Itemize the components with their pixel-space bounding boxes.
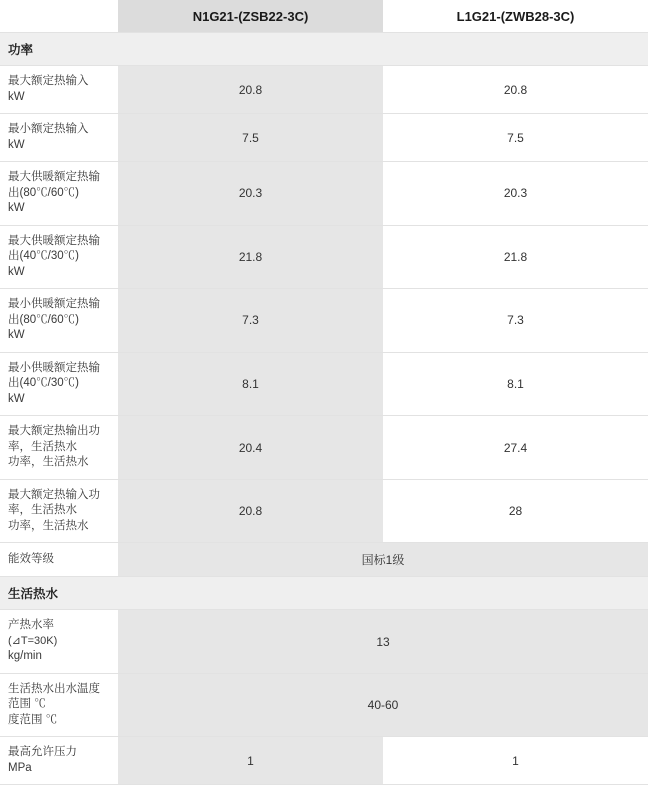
row-value-a: 1 (118, 737, 383, 785)
row-label: 最大额定热输出功率，生活热水 功率，生活热水 (0, 416, 118, 480)
row-label: 最小供暖额定热输出(80℃/60℃) kW (0, 289, 118, 353)
table-row (0, 673, 648, 737)
row-value-b: 1 (383, 737, 648, 785)
header-cell-empty (0, 0, 118, 33)
table-row (0, 289, 648, 353)
header-cell-model-b: L1G21-(ZWB28-3C) (383, 0, 648, 33)
row-label: 最大供暖额定热输出(80℃/60℃) kW (0, 162, 118, 226)
table-row (0, 610, 648, 674)
row-value-span: 13 (118, 610, 648, 674)
row-value-a: 7.5 (118, 114, 383, 162)
header-cell-model-a: N1G21-(ZSB22-3C) (118, 0, 383, 33)
table-body (0, 33, 648, 785)
row-value-a: 21.8 (118, 225, 383, 289)
row-value-a: 7.3 (118, 289, 383, 353)
row-label: 生活热水出水温度范围 ℃ 度范围 ℃ (0, 673, 118, 737)
section-header-dhw (0, 577, 648, 610)
row-label: 最大额定热输入 kW (0, 66, 118, 114)
row-value-b: 27.4 (383, 416, 648, 480)
row-label: 最小供暖额定热输出(40℃/30℃) kW (0, 352, 118, 416)
row-value-a: 20.3 (118, 162, 383, 226)
table-row (0, 225, 648, 289)
row-label: 能效等级 (0, 543, 118, 577)
row-value-span: 国标1级 (118, 543, 648, 577)
row-label: 最高允许压力 MPa (0, 737, 118, 785)
table-row (0, 66, 648, 114)
table-row (0, 737, 648, 785)
table-row (0, 114, 648, 162)
table-row (0, 543, 648, 577)
row-label: 产热水率 (⊿T=30K) kg/min (0, 610, 118, 674)
row-label: 最大额定热输入功率，生活热水 功率，生活热水 (0, 479, 118, 543)
row-label: 最小额定热输入 kW (0, 114, 118, 162)
table-row (0, 479, 648, 543)
row-value-a: 20.4 (118, 416, 383, 480)
row-value-a: 8.1 (118, 352, 383, 416)
row-value-b: 7.3 (383, 289, 648, 353)
row-value-b: 20.3 (383, 162, 648, 226)
row-label: 最大供暖额定热输出(40℃/30℃) kW (0, 225, 118, 289)
section-header-power (0, 33, 648, 66)
row-value-b: 28 (383, 479, 648, 543)
section-title: 生活热水 (0, 577, 648, 610)
table-row (0, 162, 648, 226)
section-title: 功率 (0, 33, 648, 66)
row-value-b: 8.1 (383, 352, 648, 416)
row-value-b: 20.8 (383, 66, 648, 114)
table-header-row (0, 0, 648, 33)
row-value-b: 21.8 (383, 225, 648, 289)
row-value-b: 7.5 (383, 114, 648, 162)
row-value-a: 20.8 (118, 66, 383, 114)
row-value-a: 20.8 (118, 479, 383, 543)
table-row (0, 352, 648, 416)
table-row (0, 416, 648, 480)
table-header (0, 0, 648, 33)
row-value-span: 40-60 (118, 673, 648, 737)
